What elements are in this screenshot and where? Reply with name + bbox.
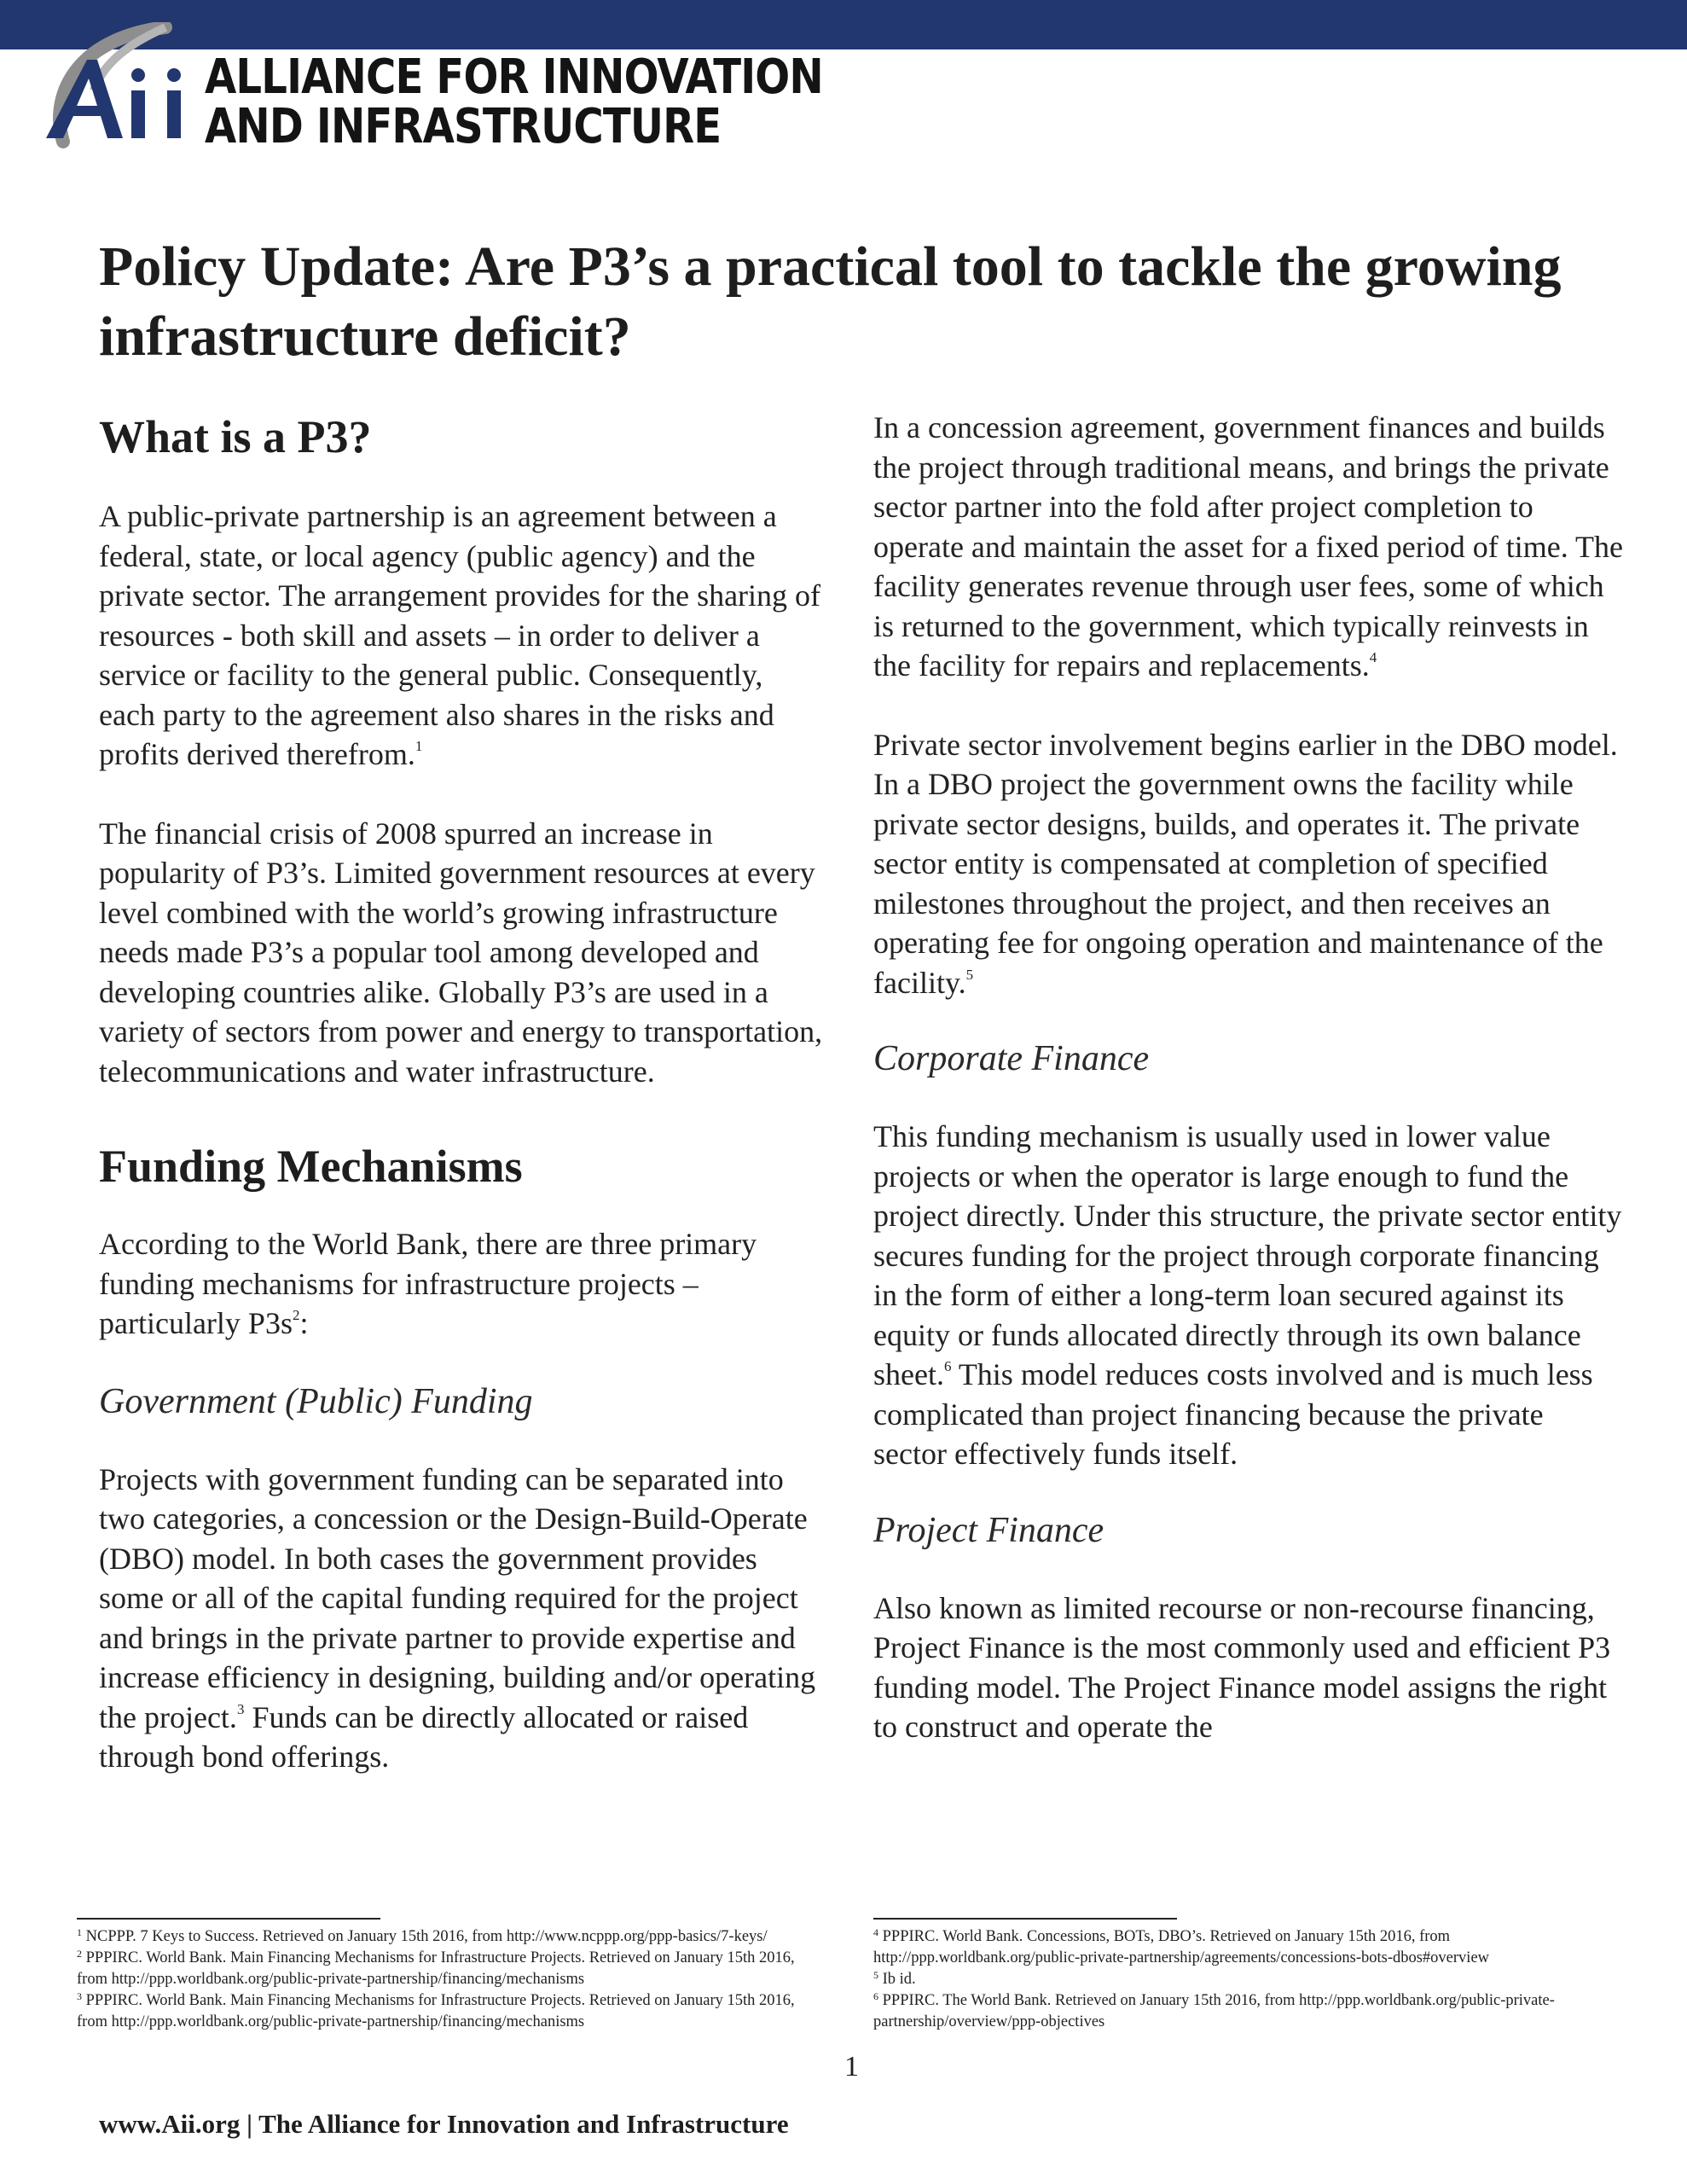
- heading-project-finance: Project Finance: [873, 1510, 1104, 1550]
- org-name: [205, 49, 823, 154]
- footnote-number: 2: [77, 1948, 82, 1960]
- page-number: 1: [844, 2051, 859, 2082]
- footnote-number: 5: [873, 1969, 878, 1981]
- footnote: [77, 1948, 802, 1990]
- footnote: [873, 1990, 1598, 2033]
- heading-funding-mechanisms: Funding Mechanisms: [99, 1141, 523, 1192]
- paragraph-text: This model reduces costs involved and is much less complicated than project financing because the private sector effectively funds itself.: [873, 1357, 1593, 1471]
- aii-logo: [38, 22, 823, 154]
- paragraph-text: According to the World Bank, there are three primary funding mechanisms for infrastructure projects – particularly P3s: [99, 1227, 757, 1340]
- heading-government-funding: Government (Public) Funding: [99, 1381, 533, 1421]
- footnote-text: PPPIRC. World Bank. Main Financing Mechanisms for Infrastructure Projects. Retrieved on January 15th 2016, from http://ppp.worldbank.org/public-private-partnership/financing/mechanisms: [77, 1949, 795, 1988]
- paragraph-financial-crisis: The financial crisis of 2008 spurred an increase in popularity of P3’s. Limited government resources at every level combined with the world’s growing infrastructure needs made P3’s a popular tool among developed and developing countries alike. Globally P3’s are used in a variety of sectors from power and energy to transportation, telecommunications and water infrastructure.: [99, 816, 823, 1089]
- footnote-number: 4: [873, 1926, 878, 1938]
- footnotes-left: [77, 1918, 802, 2033]
- footnote-text: NCPPP. 7 Keys to Success. Retrieved on January 15th 2016, from http://www.ncppp.org/ppp-basics/7-keys/: [85, 1928, 768, 1945]
- paragraph-text: Funds can be directly allocated or raised through bond offerings.: [99, 1699, 749, 1774]
- footnote: [77, 1990, 802, 2033]
- right-column: [873, 408, 1624, 1747]
- footnote-divider: [77, 1918, 380, 1920]
- document-title: Policy Update: Are P3’s a practical tool to tackle the growing infrastructure deficit?: [99, 235, 1562, 368]
- footnote: [873, 1969, 1598, 1990]
- paragraph-world-bank: [99, 1224, 824, 1344]
- footnote-text: PPPIRC. World Bank. Concessions, BOTs, DBO’s. Retrieved on January 15th 2016, from http://ppp.worldbank.org/public-private-partnership/agreements/concessions-bots-dbos#overview: [873, 1928, 1490, 1966]
- footnote-number: 1: [77, 1926, 82, 1938]
- footnote-ref: 2: [292, 1307, 300, 1323]
- footnote-ref: 4: [1369, 649, 1377, 665]
- paragraph-government-funding: [99, 1460, 824, 1777]
- footnote: [77, 1926, 802, 1948]
- paragraph-p3-definition: [99, 497, 824, 775]
- footnotes-right: [873, 1918, 1598, 2033]
- footnote-ref: 6: [943, 1358, 952, 1374]
- footnote-text: PPPIRC. World Bank. Main Financing Mechanisms for Infrastructure Projects. Retrieved on January 15th 2016, from http://ppp.worldbank.org/public-private-partnership/financing/mechanisms: [77, 1992, 795, 2030]
- footnote-ref: 5: [965, 966, 974, 983]
- org-name-line1: ALLIANCE FOR INNOVATION: [205, 49, 823, 105]
- heading-corporate-finance: Corporate Finance: [873, 1039, 1150, 1078]
- left-column: [99, 410, 824, 1777]
- paragraph-text: Projects with government funding can be separated into two categories, a concession or the Design-Build-Operate (DBO) model. In both cases the government provides some or all of the capital funding required for the project and brings in the private partner to provide expertise and increase efficiency in designing, building and/or operating the project.: [99, 1461, 816, 1734]
- heading-what-is-p3: What is a P3?: [99, 411, 372, 462]
- paragraph-text: A public-private partnership is an agreement between a federal, state, or local agency (public agency) and the private sector. The arrangement provides for the sharing of resources - both skill and assets – in order to deliver a service or facility to the general public. Consequently, each party to the agreement also shares in the risks and profits derived therefrom.: [99, 499, 821, 771]
- footnote-text: Ib id.: [882, 1971, 916, 1988]
- footnote-number: 3: [77, 1990, 82, 2002]
- paragraph-project-finance: Also known as limited recourse or non-recourse financing, Project Finance is the most commonly used and efficient P3 funding model. The Project Finance model assigns the right to construct and operate the: [873, 1590, 1611, 1744]
- org-name-line2: AND INFRASTRUCTURE: [205, 99, 722, 154]
- paragraph-text: :: [299, 1306, 309, 1340]
- footnote-text: PPPIRC. The World Bank. Retrieved on January 15th 2016, from http://ppp.worldbank.org/public-private-partnership/overview/ppp-objectives: [873, 1992, 1555, 2030]
- paragraph-corporate-finance: [873, 1117, 1624, 1474]
- page-footer: www.Aii.org | The Alliance for Innovation and Infrastructure: [99, 2109, 789, 2139]
- footnote: [873, 1926, 1598, 1969]
- footnote-ref: 1: [415, 738, 423, 754]
- paragraph-concession: [873, 408, 1624, 686]
- paragraph-text: Private sector involvement begins earlier in the DBO model. In a DBO project the government owns the facility while private sector designs, builds, and operates it. The private sector entity is compensated at completion of specified milestones throughout the project, and then receives an operating fee for ongoing operation and maintenance of the facility.: [873, 727, 1618, 1000]
- paragraph-text: This funding mechanism is usually used in lower value projects or when the operator is large enough to fund the project directly. Under this structure, the private sector entity secures funding for the project through corporate financing in the form of either a long-term loan secured against its equity or funds allocated directly through its own balance sheet.: [873, 1119, 1622, 1391]
- footnote-ref: 3: [236, 1700, 245, 1717]
- footnote-divider: [873, 1918, 1177, 1920]
- aii-logo-mark-icon: [38, 22, 200, 150]
- footnote-number: 6: [873, 1990, 878, 2002]
- paragraph-text: In a concession agreement, government finances and builds the project through traditional means, and brings the private sector partner into the fold after project completion to operate and maintain the asset for a fixed period of time. The facility generates revenue through user fees, some of which is returned to the government, which typically reinvests in the facility for repairs and replacements.: [873, 410, 1624, 682]
- paragraph-dbo: [873, 725, 1624, 1003]
